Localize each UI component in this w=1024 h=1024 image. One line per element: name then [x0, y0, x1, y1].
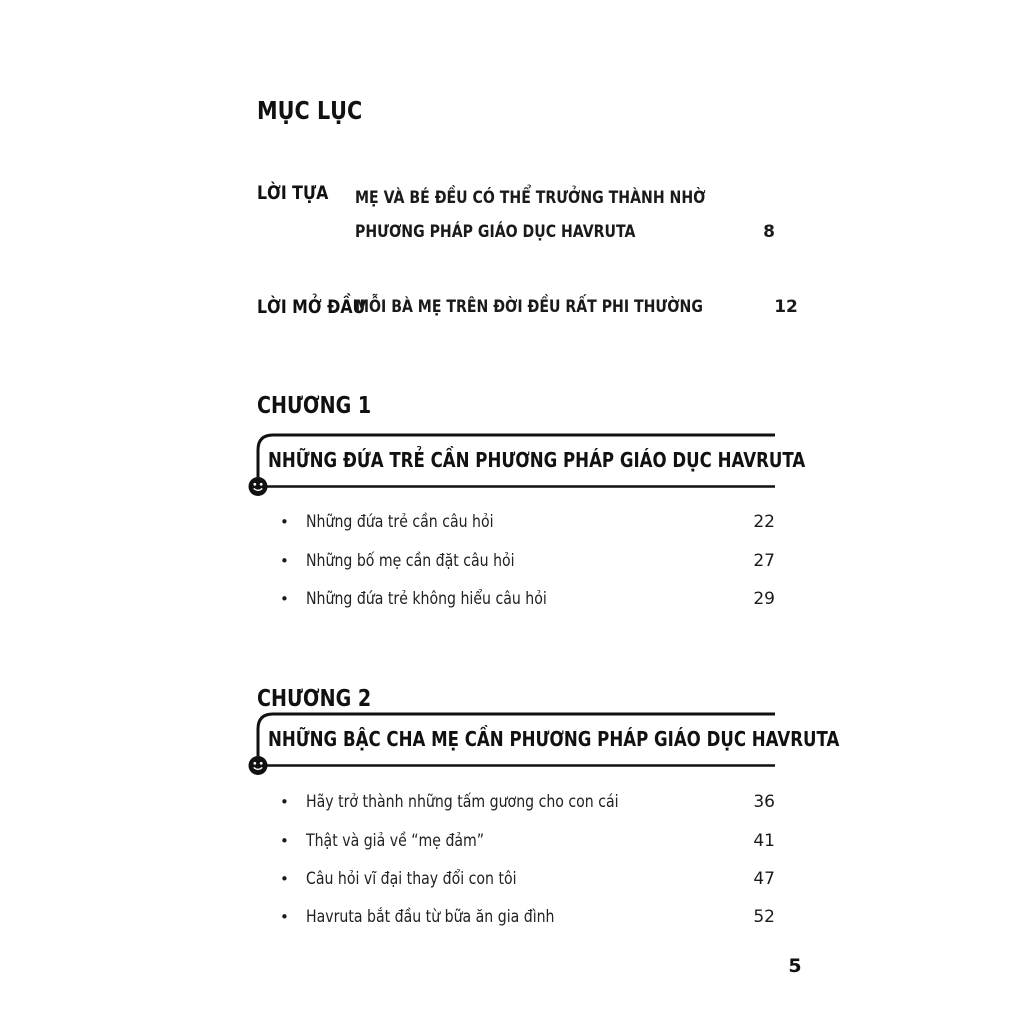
page-title: MỤC LỤC: [257, 96, 363, 125]
bullet-icon: •: [280, 551, 289, 570]
introduction-body: [355, 295, 798, 320]
bullet-icon: •: [280, 831, 289, 850]
chapter-2-section: [257, 686, 840, 966]
preface-page-number: 8: [763, 222, 775, 242]
page-number: 5: [788, 955, 802, 977]
chapter-2-heading: CHƯƠNG 2: [257, 686, 372, 712]
toc-item-page: 41: [753, 830, 775, 851]
toc-item-label: Những bố mẹ cần đặt câu hỏi: [306, 550, 515, 571]
toc-entry-preface: [257, 181, 775, 249]
toc-item-label: Câu hỏi vĩ đại thay đổi con tôi: [306, 868, 517, 889]
chapter-1-title: NHỮNG ĐỨA TRẺ CẦN PHƯƠNG PHÁP GIÁO DỤC HAVRUTA: [268, 448, 806, 472]
toc-item: [280, 503, 775, 541]
toc-item: [280, 860, 775, 898]
chapter-1-item-list: [280, 503, 775, 618]
chapter-1-heading: CHƯƠNG 1: [257, 393, 372, 419]
bullet-icon: •: [280, 869, 289, 888]
toc-item-label: Những đứa trẻ không hiểu câu hỏi: [306, 588, 547, 609]
introduction-title: MỖI BÀ MẸ TRÊN ĐỜI ĐỀU RẤT PHI THƯỜNG: [355, 297, 703, 317]
bullet-icon: •: [280, 589, 289, 608]
chapter-1-title-box: [257, 433, 806, 495]
toc-item-label: Thật và giả về “mẹ đảm”: [306, 830, 485, 851]
toc-item-page: 29: [753, 588, 775, 609]
smiley-ball-icon: [249, 477, 268, 496]
chapter-1-section: [257, 393, 806, 643]
introduction-page-number: 12: [774, 297, 798, 317]
toc-item-page: 47: [753, 868, 775, 889]
toc-item-page: 36: [753, 792, 775, 813]
toc-entry-introduction: [257, 295, 798, 320]
toc-item-label: Havruta bắt đầu từ bữa ăn gia đình: [306, 907, 555, 928]
bullet-icon: •: [280, 908, 289, 927]
preface-title-line1: MẸ VÀ BÉ ĐỀU CÓ THỂ TRƯỞNG THÀNH NHỜ: [355, 188, 706, 208]
toc-item: [280, 541, 775, 579]
preface-body: [355, 181, 775, 249]
toc-item-page: 52: [753, 907, 775, 928]
introduction-label: LỜI MỞ ĐẦU: [257, 296, 366, 318]
toc-item: [280, 580, 775, 618]
toc-item: [280, 783, 775, 821]
chapter-2-title: NHỮNG BẬC CHA MẸ CẦN PHƯƠNG PHÁP GIÁO DỤC HAVRUTA: [268, 727, 840, 751]
preface-label: LỜI TỰA: [257, 182, 329, 204]
bullet-icon: •: [280, 513, 289, 532]
toc-item: [280, 898, 775, 936]
toc-item-page: 27: [753, 550, 775, 571]
toc-item-label: Hãy trở thành những tấm gương cho con cái: [306, 792, 619, 813]
smiley-ball-icon: [249, 756, 268, 775]
chapter-2-title-box: [257, 712, 840, 774]
toc-item: [280, 821, 775, 859]
chapter-2-item-list: [280, 783, 775, 937]
toc-item-label: Những đứa trẻ cần câu hỏi: [306, 512, 494, 533]
bullet-icon: •: [280, 793, 289, 812]
preface-title-line2: PHƯƠNG PHÁP GIÁO DỤC HAVRUTA: [355, 222, 636, 242]
toc-item-page: 22: [753, 512, 775, 533]
